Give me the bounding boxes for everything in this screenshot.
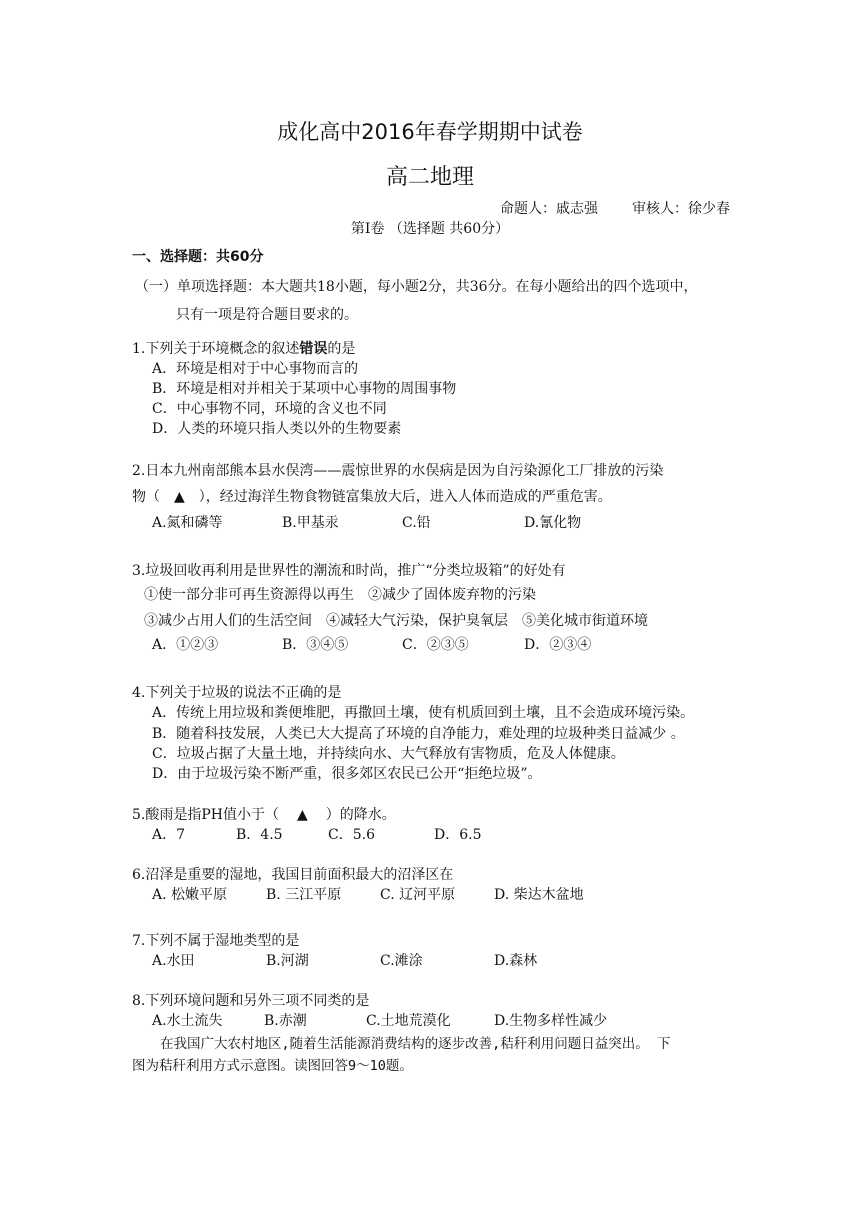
question-1-stem: 1.下列关于环境概念的叙述错误的是: [132, 341, 356, 357]
question-3-option-b: B．③④⑤: [282, 637, 349, 653]
question-2-stem-line-1: 2.日本九州南部熊本县水俣湾——震惊世界的水俣病是因为自污染源化工厂排放的污染: [132, 463, 664, 479]
part-heading: 第Ⅰ卷 （选择题 共60分）: [350, 221, 510, 237]
question-7-stem: 7.下列不属于湿地类型的是: [132, 933, 300, 949]
question-7-option-b: B.河湖: [266, 953, 309, 969]
question-2-option-c: C.铅: [402, 515, 431, 531]
question-5-option-c: C．5.6: [328, 827, 375, 843]
reviewer-label: 审核人：徐少春: [632, 201, 730, 217]
question-6-stem: 6.沼泽是重要的湿地，我国目前面积最大的沼泽区在: [132, 867, 454, 883]
passage-line-1: 在我国广大农村地区,随着生活能源消费结构的逐步改善,秸秆利用问题日益突出。 下: [160, 1036, 671, 1052]
question-3-items-line-1: ①使一部分非可再生资源得以再生 ②减少了固体废弃物的污染: [144, 587, 536, 603]
exam-title: 成化高中2016年春学期期中试卷: [277, 120, 583, 144]
question-8-stem: 8.下列环境问题和另外三项不同类的是: [132, 993, 370, 1009]
question-7-option-a: A.水田: [152, 953, 195, 969]
question-2-option-d: D.氰化物: [524, 515, 582, 531]
question-3-option-c: C．②③⑤: [402, 637, 469, 653]
author-label: 命题人：戚志强: [500, 201, 598, 217]
answer-blank-triangle: ▲: [297, 807, 308, 823]
question-4-option-d: D．由于垃圾污染不断严重，很多郊区农民已公开“拒绝垃圾”。: [152, 766, 542, 782]
question-5-stem: 5.酸雨是指PH值小于（ ▲ ）的降水。: [132, 807, 396, 823]
section-heading: 一、选择题：共60分: [132, 249, 264, 265]
question-8-option-d: D.生物多样性减少: [494, 1013, 608, 1029]
question-1-option-d: D．人类的环境只指人类以外的生物要素: [152, 421, 402, 437]
question-5-option-b: B．4.5: [236, 827, 283, 843]
question-6-option-b: B. 三江平原: [266, 887, 342, 903]
passage-line-2: 图为秸秆利用方式示意图。读图回答9～10题。: [132, 1058, 413, 1074]
question-5-option-a: A．7: [152, 827, 186, 843]
instruction-line-2: 只有一项是符合题目要求的。: [176, 307, 358, 323]
instruction-line-1: （一）单项选择题：本大题共18小题，每小题2分，共36分。在每小题给出的四个选项中，: [135, 279, 698, 295]
emphasis-text: 错误: [299, 341, 328, 357]
question-5-option-d: D．6.5: [434, 827, 482, 843]
question-4-option-c: C．垃圾占据了大量土地，并持续向水、大气释放有害物质，危及人体健康。: [152, 746, 625, 762]
question-1-option-b: B．环境是相对并相关于某项中心事物的周围事物: [152, 381, 457, 397]
question-4-option-b: B．随着科技发展，人类已大大提高了环境的自净能力，难处理的垃圾种类日益减少 。: [152, 726, 685, 742]
question-6-option-d: D. 柴达木盆地: [494, 887, 584, 903]
question-6-option-c: C. 辽河平原: [380, 887, 456, 903]
question-6-option-a: A. 松嫩平原: [152, 887, 228, 903]
question-8-option-c: C.土地荒漠化: [366, 1013, 451, 1029]
question-2-stem-line-2: 物（ ▲ ），经过海洋生物食物链富集放大后，进入人体而造成的严重危害。: [132, 489, 612, 505]
question-7-option-d: D.森林: [494, 953, 538, 969]
question-4-option-a: A．传统上用垃圾和粪便堆肥，再撒回土壤，使有机质回到土壤，且不会造成环境污染。: [152, 705, 695, 721]
question-2-option-a: A.氮和磷等: [152, 515, 223, 531]
subject-title: 高二地理: [385, 165, 474, 190]
answer-blank-triangle: ▲: [174, 489, 185, 505]
question-2-option-b: B.甲基汞: [282, 515, 339, 531]
question-3-option-d: D．②③④: [524, 637, 592, 653]
question-3-option-a: A．①②③: [152, 637, 219, 653]
authors: [494, 198, 730, 218]
question-4-stem: 4.下列关于垃圾的说法不正确的是: [132, 685, 342, 701]
question-8-option-b: B.赤潮: [264, 1013, 307, 1029]
question-7-option-c: C.滩涂: [380, 953, 423, 969]
question-3-items-line-2: ③减少占用人们的生活空间 ④减轻大气污染，保护臭氧层 ⑤美化城市街道环境: [144, 613, 648, 629]
question-1-option-c: C．中心事物不同，环境的含义也不同: [152, 401, 387, 417]
question-3-stem: 3.垃圾回收再利用是世界性的潮流和时尚，推广“分类垃圾箱”的好处有: [132, 563, 566, 579]
question-1-option-a: A．环境是相对于中心事物而言的: [152, 361, 359, 377]
question-8-option-a: A.水土流失: [152, 1013, 223, 1029]
